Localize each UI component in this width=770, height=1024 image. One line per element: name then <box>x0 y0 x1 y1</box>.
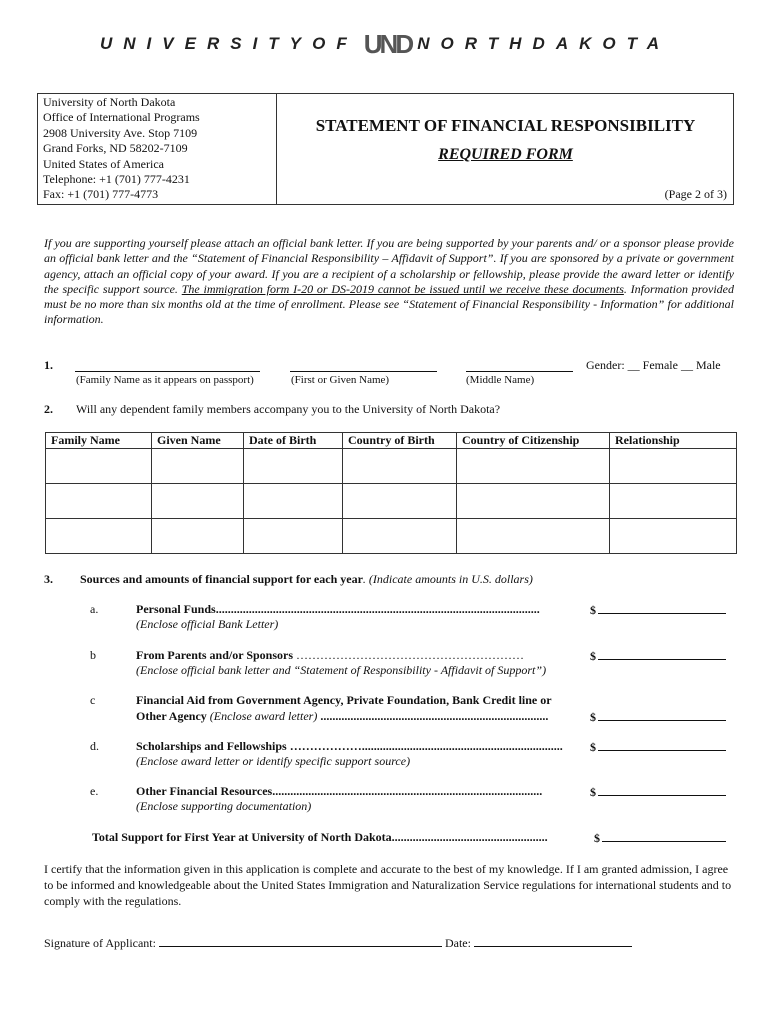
dollar-sign: $ <box>590 649 596 663</box>
gender-field[interactable]: Gender: __ Female __ Male <box>586 358 721 372</box>
middle-name-field[interactable] <box>466 358 573 372</box>
column-header: Relationship <box>610 433 737 449</box>
table-cell[interactable] <box>457 484 610 519</box>
leader-dots: ………………………………………………… <box>293 648 525 662</box>
item-label: Personal Funds <box>136 602 216 616</box>
personal-funds-amount[interactable] <box>598 602 726 614</box>
item-note: (Enclose award letter) <box>206 709 321 723</box>
table-cell[interactable] <box>46 449 152 484</box>
item-letter: c <box>90 693 96 707</box>
dependents-table <box>45 432 737 554</box>
question-note: . (Indicate amounts in U.S. dollars) <box>362 572 533 586</box>
und-logo <box>100 30 670 58</box>
table-cell[interactable] <box>152 484 244 519</box>
table-cell[interactable] <box>343 519 457 554</box>
item-note: (Enclose supporting documentation) <box>136 799 312 813</box>
signature-label: Signature of Applicant: <box>44 936 156 950</box>
table-cell[interactable] <box>343 484 457 519</box>
address-line: Grand Forks, ND 58202-7109 <box>43 141 188 156</box>
address-line: Office of International Programs <box>43 110 200 125</box>
date-label: Date: <box>444 936 471 950</box>
table-row <box>46 484 737 519</box>
date-field[interactable] <box>474 935 632 947</box>
total-support-amount[interactable] <box>602 830 726 842</box>
item-note: (Enclose award letter or identify specific support source) <box>136 754 411 768</box>
leader-dots: .................................................... <box>391 830 548 844</box>
table-cell[interactable] <box>610 484 737 519</box>
column-header: Given Name <box>152 433 244 449</box>
table-cell[interactable] <box>610 449 737 484</box>
item-letter: e. <box>90 784 99 798</box>
table-cell[interactable] <box>457 449 610 484</box>
item-label: Scholarships and Fellowships <box>136 739 287 753</box>
header-box <box>37 93 734 205</box>
logo-text: DAKOTA <box>532 34 670 53</box>
item-label: Other Agency <box>136 709 207 723</box>
column-header: Date of Birth <box>244 433 343 449</box>
given-name-label: (First or Given Name) <box>291 374 390 386</box>
address-block <box>38 94 277 204</box>
financial-aid-amount[interactable] <box>598 709 726 721</box>
instructions <box>44 236 734 328</box>
question-text: Will any dependent family members accompany you to the University of North Dakota? <box>76 402 501 416</box>
item-label: Other Financial Resources <box>136 784 273 798</box>
table-cell[interactable] <box>244 449 343 484</box>
logo-text: OF <box>312 34 358 53</box>
table-row <box>46 449 737 484</box>
address-line: Telephone: +1 (701) 777-4231 <box>43 172 190 187</box>
column-header: Family Name <box>46 433 152 449</box>
parents-sponsors-amount[interactable] <box>598 648 726 660</box>
total-label: Total Support for First Year at University of North Dakota <box>92 830 392 844</box>
table-header-row <box>46 433 737 449</box>
family-name-field[interactable] <box>75 358 260 372</box>
leader-dots: ............................................................................ <box>320 709 549 723</box>
certification-text: I certify that the information given in this application is complete and accurate to the best of my knowledge. If I am granted admission, I agree to be informed and knowledgeable about the United States Immigration and Naturalization Service regulations for international students and to comply with the regulations. <box>44 862 732 908</box>
dollar-sign: $ <box>590 710 596 724</box>
signature-field[interactable] <box>159 935 442 947</box>
item-letter: a. <box>90 602 99 616</box>
scholarships-amount[interactable] <box>598 739 726 751</box>
und-mark-icon: UND <box>363 28 412 59</box>
table-cell[interactable] <box>152 449 244 484</box>
address-line: 2908 University Ave. Stop 7109 <box>43 125 198 140</box>
table-cell[interactable] <box>152 519 244 554</box>
given-name-field[interactable] <box>290 358 437 372</box>
question-text: Sources and amounts of financial support for each year <box>80 572 363 586</box>
table-cell[interactable] <box>457 519 610 554</box>
leader-dots: ………………................................................................... <box>286 739 563 753</box>
item-note: (Enclose official bank letter and “Statement of Responsibility - Affidavit of Support”) <box>136 663 547 677</box>
form-title: STATEMENT OF FINANCIAL RESPONSIBILITY <box>315 116 696 135</box>
table-cell[interactable] <box>46 484 152 519</box>
logo-text: NORTH <box>417 34 533 53</box>
table-row <box>46 519 737 554</box>
question-number: 3. <box>44 572 53 586</box>
other-resources-amount[interactable] <box>598 784 726 796</box>
address-line: United States of America <box>43 156 164 171</box>
item-label: From Parents and/or Sponsors <box>136 648 294 662</box>
table-cell[interactable] <box>610 519 737 554</box>
item-letter: b <box>90 648 96 662</box>
table-cell[interactable] <box>244 484 343 519</box>
leader-dots: ............................................................................................................ <box>215 602 540 616</box>
dollar-sign: $ <box>590 785 596 799</box>
column-header: Country of Birth <box>343 433 457 449</box>
dollar-sign: $ <box>594 831 600 845</box>
address-line: University of North Dakota <box>43 95 176 109</box>
dollar-sign: $ <box>590 603 596 617</box>
item-label: Financial Aid from Government Agency, Private Foundation, Bank Credit line or <box>136 693 552 707</box>
address-line: Fax: +1 (701) 777-4773 <box>43 187 159 202</box>
instructions-text: If you are supporting yourself please attach an official bank letter. If you are being supported by your parents and/ or a sponsor please provide an official bank letter and the “Statement of Financial Responsibility – Affidavit of Support”. If you are sponsored by a private or government agency, attach an official copy of your award. If you are a recipient of a scholarship or fellowship, please provide the award letter or identify the specific support source. <box>44 236 734 296</box>
instructions-underlined: The immigration form I-20 or DS-2019 cannot be issued until we receive these documents <box>181 281 624 296</box>
column-header: Country of Citizenship <box>457 433 610 449</box>
table-cell[interactable] <box>343 449 457 484</box>
page-number: (Page 2 of 3) <box>664 187 727 201</box>
logo-text: UNIVERSITY <box>100 34 313 53</box>
table-cell[interactable] <box>46 519 152 554</box>
leader-dots: .......................................................................................... <box>272 784 543 798</box>
form-subtitle: REQUIRED FORM <box>438 146 573 163</box>
dollar-sign: $ <box>590 740 596 754</box>
table-cell[interactable] <box>244 519 343 554</box>
question-number: 2. <box>44 402 53 416</box>
family-name-label: (Family Name as it appears on passport) <box>76 374 254 386</box>
item-note: (Enclose official Bank Letter) <box>136 617 279 631</box>
question-number: 1. <box>44 358 53 372</box>
middle-name-label: (Middle Name) <box>466 374 535 386</box>
instructions-text: . Information provided must be no more than six months old at the time of enrollment. Please see “Statement of Financial Responsibility - Information” for additional information. <box>44 281 735 327</box>
item-letter: d. <box>90 739 99 753</box>
